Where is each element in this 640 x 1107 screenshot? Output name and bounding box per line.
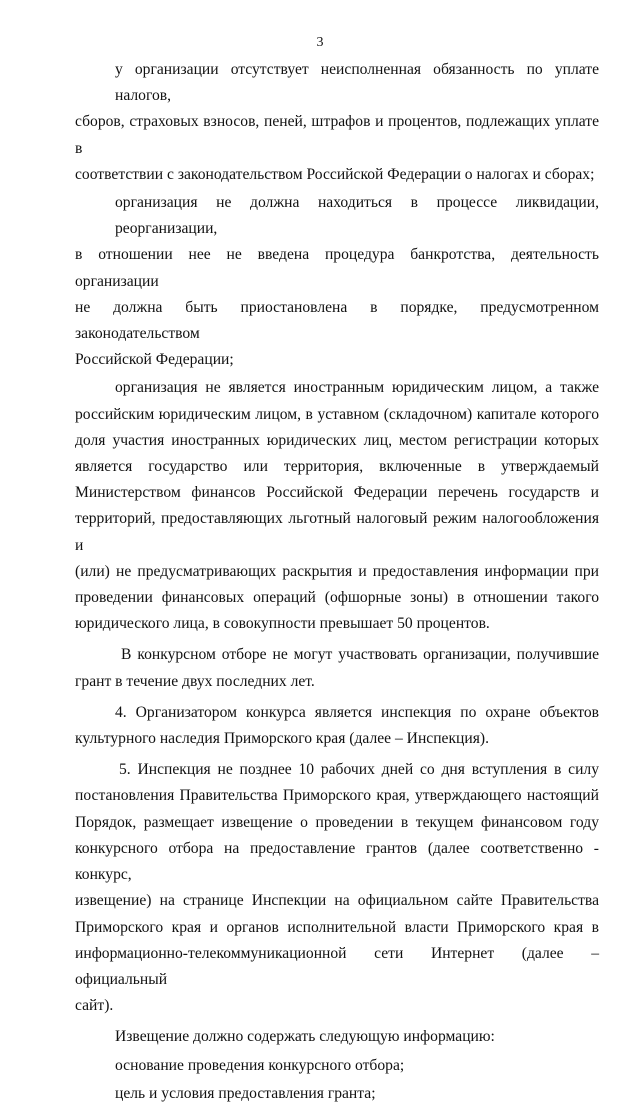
paragraph-liquidation: [75, 190, 599, 373]
document-body: [75, 57, 599, 1107]
paragraph-notice-contents: [75, 1024, 599, 1050]
text-line: не должна быть приостановлена в порядке, предусмотренном законодательством: [75, 298, 599, 343]
text-line: является государство или территория, включенные в утверждаемый: [75, 458, 599, 476]
paragraph-foreign-entity: [75, 375, 599, 637]
text-line: доля участия иностранных юридических лиц, местом регистрации которых: [75, 431, 599, 449]
text-line: постановления Правительства Приморского края, утверждающего настоящий: [75, 787, 599, 805]
text-line: российским юридическим лицом, в уставном (складочном) капитале которого: [75, 405, 599, 423]
text-line: соответствии с законодательством Российской Федерации о налогах и сборах;: [75, 165, 595, 183]
text-line: сборов, страховых взносов, пеней, штрафов и процентов, подлежащих уплате в: [75, 113, 599, 157]
paragraph-item-4: [75, 700, 599, 752]
text-line: организация не является иностранным юридическим лицом, а также: [115, 379, 599, 397]
text-line: юридического лица, в совокупности превышает 50 процентов.: [75, 615, 490, 633]
text-line: В конкурсном отборе не могут участвовать организации, получившие: [121, 646, 599, 664]
text-line: 4. Организатором конкурса является инспекция по охране объектов: [115, 703, 599, 721]
text-line: извещение) на странице Инспекции на официальном сайте Правительства: [75, 892, 599, 910]
text-line: проведении финансовых операций (офшорные зоны) в отношении такого: [75, 589, 599, 607]
text-line: (или) не предусматривающих раскрытия и предоставления информации при: [75, 562, 599, 580]
text-line: информационно-телекоммуникационной сети Интернет (далее – официальный: [75, 944, 599, 988]
text-line: цель и условия предоставления гранта;: [115, 1084, 376, 1102]
text-line: Российской Федерации;: [75, 351, 234, 369]
paragraph-selection-basis: [75, 1053, 599, 1079]
text-line: Министерством финансов Российской Федерации перечень государств и: [75, 484, 599, 502]
text-line: конкурсного отбора на предоставление грантов (далее соответственно - конкурс,: [75, 839, 599, 884]
text-line: территорий, предоставляющих льготный налоговый режим налогообложения и: [75, 510, 599, 554]
text-line: у организации отсутствует неисполненная обязанность по уплате налогов,: [115, 61, 599, 105]
text-line: 5. Инспекция не позднее 10 рабочих дней со дня вступления в силу: [119, 761, 599, 779]
text-line: Приморского края и органов исполнительной власти Приморского края в: [75, 918, 599, 936]
paragraph-item-5: [75, 757, 599, 1019]
paragraph-grant-restriction: [75, 642, 599, 694]
paragraph-tax-obligations: [75, 57, 599, 188]
text-line: основание проведения конкурсного отбора;: [115, 1056, 405, 1074]
text-line: в отношении нее не введена процедура банкротства, деятельность организации: [75, 246, 599, 290]
text-line: культурного наследия Приморского края (далее – Инспекция).: [75, 730, 490, 748]
text-line: организация не должна находиться в процессе ликвидации, реорганизации,: [115, 194, 599, 238]
text-line: сайт).: [75, 997, 114, 1015]
text-line: грант в течение двух последних лет.: [75, 672, 315, 690]
paragraph-grant-purpose: [75, 1081, 599, 1107]
page-number: 3: [316, 35, 324, 50]
text-line: Порядок, размещает извещение о проведении в текущем финансовом году: [75, 813, 599, 831]
text-line: Извещение должно содержать следующую информацию:: [115, 1028, 495, 1046]
